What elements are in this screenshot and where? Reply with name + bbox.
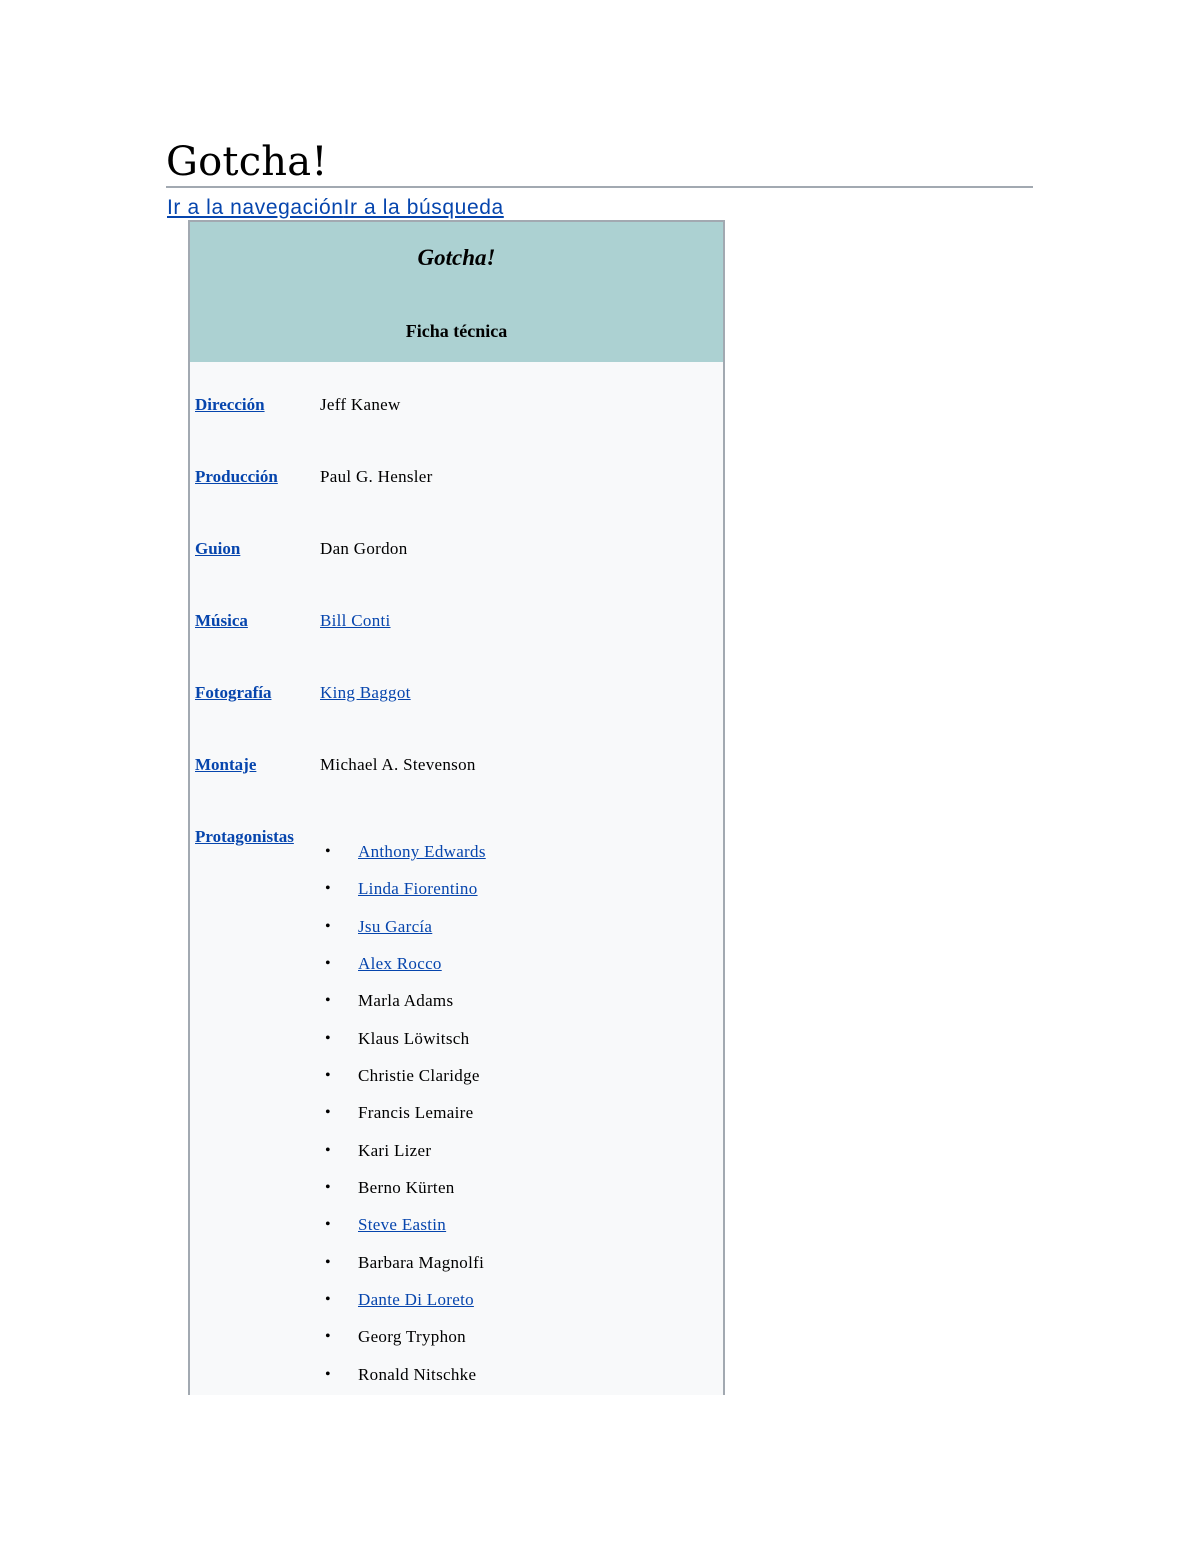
cast-member-name: Klaus Löwitsch	[358, 1028, 470, 1048]
cast-list-item	[358, 1177, 486, 1214]
infobox-subtitle: Ficha técnica	[405, 321, 508, 341]
cast-list-item	[358, 878, 486, 915]
cast-member-name: Kari Lizer	[358, 1140, 432, 1160]
value-guion: Dan Gordon	[320, 539, 408, 558]
cast-list-item	[358, 1065, 486, 1102]
cast-list-item	[358, 1214, 486, 1251]
cast-list-item	[358, 841, 486, 878]
cast-member-link[interactable]: Dante Di Loreto	[358, 1290, 474, 1310]
cast-list-item	[358, 1289, 486, 1326]
skip-to-navigation-link[interactable]: Ir a la navegación	[167, 196, 344, 219]
cast-member-link[interactable]: Anthony Edwards	[358, 842, 486, 861]
cast-member-name: Marla Adams	[358, 991, 454, 1011]
label-direccion-link[interactable]: Dirección	[195, 395, 265, 414]
page-title: Gotcha!	[166, 138, 1033, 188]
value-direccion: Jeff Kanew	[320, 395, 401, 414]
value-montaje: Michael A. Stevenson	[320, 755, 476, 774]
cast-member-name: Barbara Magnolfi	[358, 1252, 485, 1272]
cast-list-item	[358, 1326, 486, 1363]
label-fotografia-link[interactable]: Fotografía	[195, 683, 272, 702]
cast-member-link[interactable]: Steve Eastin	[358, 1215, 447, 1235]
cast-list-item	[358, 916, 486, 953]
label-musica-link[interactable]: Música	[195, 611, 248, 630]
cast-member-link[interactable]: Jsu García	[358, 916, 433, 936]
cast-member-name: Ronald Nitschke	[358, 1364, 477, 1384]
label-produccion-link[interactable]: Producción	[195, 467, 278, 486]
label-protagonistas-link[interactable]: Protagonistas	[195, 827, 294, 846]
skip-links	[167, 194, 504, 222]
cast-member-link[interactable]: Linda Fiorentino	[358, 879, 478, 899]
cast-list-item	[358, 1102, 486, 1139]
infobox-header	[190, 222, 723, 362]
infobox-title: Gotcha!	[417, 245, 496, 270]
value-fotografia-link[interactable]: King Baggot	[320, 683, 411, 702]
label-montaje-link[interactable]: Montaje	[195, 755, 257, 774]
cast-list-item	[358, 1364, 486, 1395]
skip-to-search-link[interactable]: Ir a la búsqueda	[343, 196, 504, 219]
cast-list-item	[358, 1140, 486, 1177]
value-musica-link[interactable]: Bill Conti	[320, 611, 391, 630]
cast-list-item	[358, 1028, 486, 1065]
cast-list-item	[358, 953, 486, 990]
cast-list	[358, 841, 486, 1395]
label-guion-link[interactable]: Guion	[195, 539, 241, 558]
cast-member-name: Francis Lemaire	[358, 1103, 474, 1123]
infobox	[188, 220, 725, 1395]
cast-list-item	[358, 1252, 486, 1289]
cast-list-item	[358, 990, 486, 1027]
cast-member-name: Christie Claridge	[358, 1066, 480, 1086]
cast-member-link[interactable]: Alex Rocco	[358, 954, 442, 974]
cast-member-name: Berno Kürten	[358, 1178, 455, 1198]
value-produccion: Paul G. Hensler	[320, 467, 433, 486]
cast-member-name: Georg Tryphon	[358, 1327, 466, 1347]
